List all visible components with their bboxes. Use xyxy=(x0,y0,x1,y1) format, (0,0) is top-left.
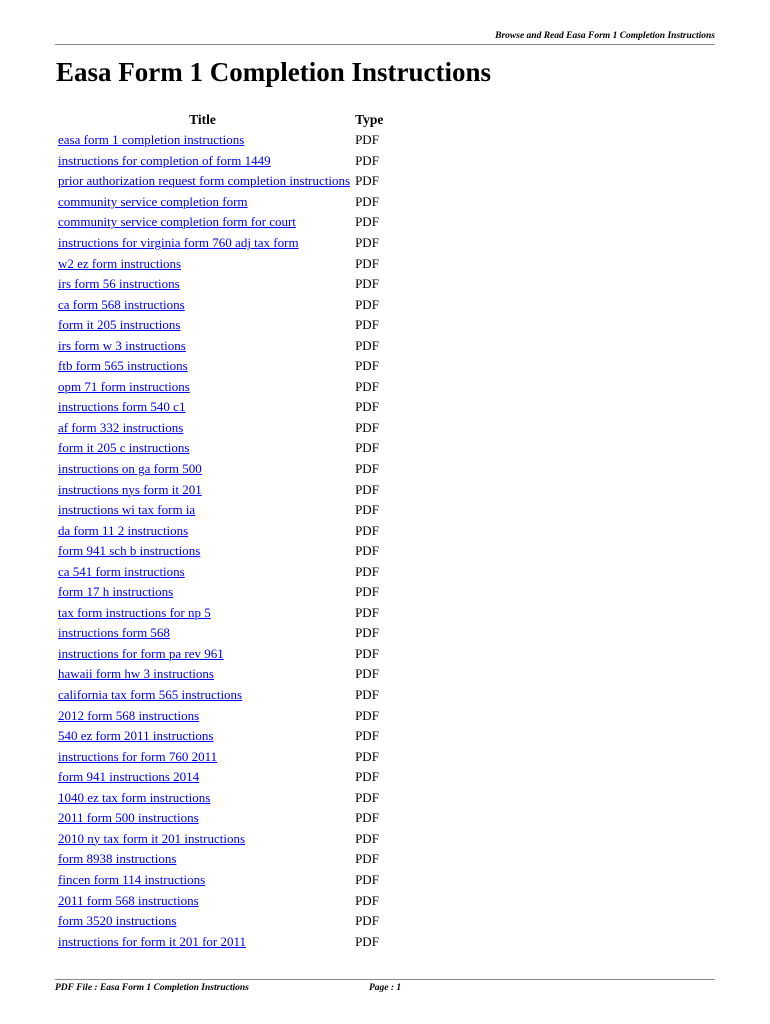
document-title-cell xyxy=(55,171,350,192)
document-title-cell xyxy=(55,520,350,541)
document-title-cell xyxy=(55,418,350,439)
document-title-cell xyxy=(55,849,350,870)
table-row xyxy=(55,335,383,356)
document-table xyxy=(55,110,383,952)
document-type: PDF xyxy=(355,871,379,887)
document-type: PDF xyxy=(355,419,379,435)
document-link[interactable]: instructions nys form it 201 xyxy=(58,481,202,497)
document-title-cell xyxy=(55,192,350,213)
document-title-cell xyxy=(55,500,350,521)
document-type: PDF xyxy=(355,173,379,189)
table-row xyxy=(55,192,383,213)
document-link[interactable]: ftb form 565 instructions xyxy=(58,358,188,374)
page-header: Browse and Read Easa Form 1 Completion Instructions xyxy=(495,31,715,41)
document-type: PDF xyxy=(355,830,379,846)
document-title-cell xyxy=(55,931,350,952)
table-row xyxy=(55,233,383,254)
document-link[interactable]: 2011 form 568 instructions xyxy=(58,892,199,908)
table-row xyxy=(55,870,383,891)
footer-file-label: PDF File : Easa Form 1 Completion Instructions xyxy=(55,983,249,993)
document-type: PDF xyxy=(355,645,379,661)
document-link[interactable]: instructions for form pa rev 961 xyxy=(58,645,224,661)
table-row xyxy=(55,171,383,192)
document-type: PDF xyxy=(355,337,379,353)
table-row xyxy=(55,356,383,377)
document-type: PDF xyxy=(355,563,379,579)
document-title-cell xyxy=(55,438,350,459)
document-type: PDF xyxy=(355,522,379,538)
document-link[interactable]: opm 71 form instructions xyxy=(58,378,190,394)
document-type: PDF xyxy=(355,461,379,477)
table-row xyxy=(55,561,383,582)
document-title-cell xyxy=(55,274,350,295)
document-link[interactable]: fincen form 114 instructions xyxy=(58,871,206,887)
table-row xyxy=(55,294,383,315)
document-title-cell xyxy=(55,911,350,932)
column-header-title: Title xyxy=(189,112,216,127)
document-type: PDF xyxy=(355,687,379,703)
document-link[interactable]: form 17 h instructions xyxy=(58,584,174,600)
table-row xyxy=(55,438,383,459)
document-link[interactable]: w2 ez form instructions xyxy=(58,255,182,271)
document-title-cell xyxy=(55,335,350,356)
document-link[interactable]: community service completion form for court xyxy=(58,214,296,230)
document-link[interactable]: community service completion form xyxy=(58,193,248,209)
table-row xyxy=(55,808,383,829)
footer-divider xyxy=(55,979,715,980)
document-type: PDF xyxy=(355,625,379,641)
document-link[interactable]: california tax form 565 instructions xyxy=(58,687,243,703)
document-type: PDF xyxy=(355,666,379,682)
table-row xyxy=(55,890,383,911)
document-link[interactable]: af form 332 instructions xyxy=(58,419,184,435)
document-link[interactable]: form 941 sch b instructions xyxy=(58,543,201,559)
document-title-cell xyxy=(55,561,350,582)
document-type: PDF xyxy=(355,604,379,620)
table-header-row xyxy=(55,110,383,130)
document-title-cell xyxy=(55,705,350,726)
table-row xyxy=(55,849,383,870)
table-row xyxy=(55,459,383,480)
document-link[interactable]: instructions for form 760 2011 xyxy=(58,748,218,764)
table-row xyxy=(55,582,383,603)
document-title-cell xyxy=(55,479,350,500)
document-title-cell xyxy=(55,377,350,398)
document-title-cell xyxy=(55,746,350,767)
document-type: PDF xyxy=(355,913,379,929)
document-title-cell xyxy=(55,294,350,315)
document-link[interactable]: instructions form 540 c1 xyxy=(58,399,186,415)
document-link[interactable]: prior authorization request form completion instructions xyxy=(58,173,351,189)
page-title: Easa Form 1 Completion Instructions xyxy=(56,57,492,87)
table-row xyxy=(55,685,383,706)
document-type: PDF xyxy=(355,543,379,559)
document-title-cell xyxy=(55,356,350,377)
document-title-cell xyxy=(55,582,350,603)
table-row xyxy=(55,644,383,665)
table-row xyxy=(55,253,383,274)
table-row xyxy=(55,479,383,500)
table-row xyxy=(55,746,383,767)
table-row xyxy=(55,829,383,850)
table-row xyxy=(55,315,383,336)
document-title-cell xyxy=(55,623,350,644)
table-row xyxy=(55,274,383,295)
document-link[interactable]: instructions on ga form 500 xyxy=(58,461,202,477)
document-link[interactable]: form 941 instructions 2014 xyxy=(58,769,200,785)
document-type: PDF xyxy=(355,892,379,908)
document-type: PDF xyxy=(355,789,379,805)
document-title-cell xyxy=(55,808,350,829)
document-title-cell xyxy=(55,315,350,336)
document-type: PDF xyxy=(355,810,379,826)
document-link[interactable]: instructions form 568 xyxy=(58,625,170,641)
column-header-type: Type xyxy=(355,112,384,127)
document-title-cell xyxy=(55,603,350,624)
document-type: PDF xyxy=(355,132,379,148)
table-row xyxy=(55,212,383,233)
table-row xyxy=(55,397,383,418)
document-type: PDF xyxy=(355,235,379,250)
table-row xyxy=(55,130,383,151)
document-title-cell xyxy=(55,397,350,418)
document-title-cell xyxy=(55,253,350,274)
document-link[interactable]: instructions wi tax form ia xyxy=(58,502,196,518)
document-title-cell xyxy=(55,767,350,788)
document-title-cell xyxy=(55,130,350,151)
table-row xyxy=(55,151,383,172)
document-type: PDF xyxy=(355,440,379,456)
table-row xyxy=(55,418,383,439)
document-title-cell xyxy=(55,233,350,254)
document-type: PDF xyxy=(355,584,379,600)
table-row xyxy=(55,911,383,932)
document-title-cell xyxy=(55,664,350,685)
document-title-cell xyxy=(55,726,350,747)
table-row xyxy=(55,541,383,562)
document-type: PDF xyxy=(355,193,379,209)
document-link[interactable]: instructions for virginia form 760 adj tax form xyxy=(58,235,299,250)
table-body xyxy=(55,130,383,952)
document-link[interactable]: ca form 568 instructions xyxy=(58,296,185,312)
document-link[interactable]: irs form w 3 instructions xyxy=(58,337,186,353)
document-link[interactable]: tax form instructions for np 5 xyxy=(58,604,211,620)
document-link[interactable]: easa form 1 completion instructions xyxy=(58,132,245,148)
document-title-cell xyxy=(55,541,350,562)
document-link[interactable]: hawaii form hw 3 instructions xyxy=(58,666,214,682)
document-type: PDF xyxy=(355,378,379,394)
document-title-cell xyxy=(55,644,350,665)
document-type: PDF xyxy=(355,502,379,518)
document-type: PDF xyxy=(355,481,379,497)
document-link[interactable]: da form 11 2 instructions xyxy=(58,522,189,538)
document-type: PDF xyxy=(355,255,379,271)
table-row xyxy=(55,520,383,541)
document-type: PDF xyxy=(355,317,379,333)
document-link[interactable]: ca 541 form instructions xyxy=(58,563,185,579)
document-type: PDF xyxy=(355,933,379,949)
document-link[interactable]: 2010 ny tax form it 201 instructions xyxy=(58,830,246,846)
document-title-cell xyxy=(55,870,350,891)
document-type: PDF xyxy=(355,358,379,374)
table-row xyxy=(55,726,383,747)
table-row xyxy=(55,603,383,624)
document-type: PDF xyxy=(355,276,379,292)
document-link[interactable]: 2011 form 500 instructions xyxy=(58,810,199,826)
document-link[interactable]: instructions for completion of form 1449 xyxy=(58,152,271,168)
table-row xyxy=(55,377,383,398)
header-divider xyxy=(55,44,715,45)
document-type: PDF xyxy=(355,728,379,744)
document-type: PDF xyxy=(355,296,379,312)
document-type: PDF xyxy=(355,769,379,785)
document-link[interactable]: 540 ez form 2011 instructions xyxy=(58,728,214,744)
table-row xyxy=(55,931,383,952)
footer-page-number: Page : 1 xyxy=(369,983,402,993)
table-row xyxy=(55,623,383,644)
document-link[interactable]: form it 205 instructions xyxy=(58,317,181,333)
document-type: PDF xyxy=(355,399,379,415)
document-type: PDF xyxy=(355,748,379,764)
document-link[interactable]: 1040 ez tax form instructions xyxy=(58,789,211,805)
document-link[interactable]: form 3520 instructions xyxy=(58,913,177,929)
document-type: PDF xyxy=(355,152,379,168)
document-title-cell xyxy=(55,890,350,911)
table-row xyxy=(55,500,383,521)
table-row xyxy=(55,788,383,809)
document-title-cell xyxy=(55,459,350,480)
document-link[interactable]: form it 205 c instructions xyxy=(58,440,190,456)
document-type: PDF xyxy=(355,214,379,230)
document-title-cell xyxy=(55,212,350,233)
document-link[interactable]: 2012 form 568 instructions xyxy=(58,707,200,723)
document-type: PDF xyxy=(355,851,379,867)
table-row xyxy=(55,705,383,726)
document-title-cell xyxy=(55,829,350,850)
document-link[interactable]: form 8938 instructions xyxy=(58,851,177,867)
document-link[interactable]: irs form 56 instructions xyxy=(58,276,180,292)
document-title-cell xyxy=(55,685,350,706)
document-title-cell xyxy=(55,788,350,809)
table-row xyxy=(55,767,383,788)
document-link[interactable]: instructions for form it 201 for 2011 xyxy=(58,933,246,949)
table-row xyxy=(55,664,383,685)
document-title-cell xyxy=(55,151,350,172)
document-type: PDF xyxy=(355,707,379,723)
